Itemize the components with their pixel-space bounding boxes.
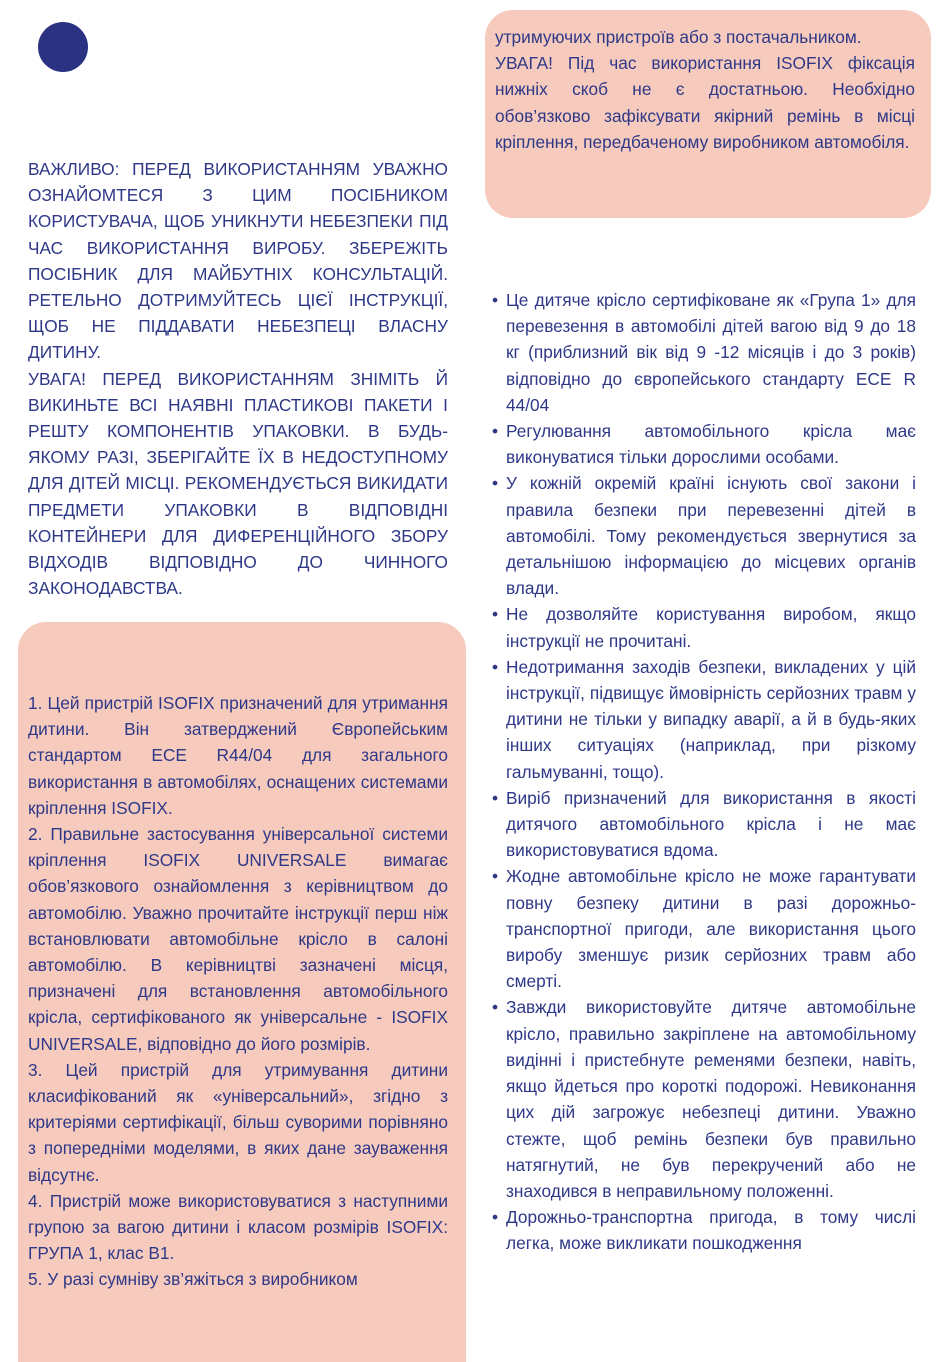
safety-bullet-list	[492, 287, 916, 1257]
numbered-item: 2. Правильне застосування універсальної системи кріплення ISOFIX UNIVERSALE вимагає обов’язкового ознайомлення з керівництвом до автомобілю. Уважно прочитайте інструкції перш ніж встановлювати автомобільне крісло в салоні автомобілю. В керівництві зазначені місця, призначені для встановлення автомобільного крісла, сертифікованого як універсальне - ISOFIX UNIVERSALE, відповідно до його розмірів.	[28, 824, 448, 1054]
list-item: • Недотримання заходів безпеки, викладених у цій інструкції, підвищує ймовірність серйозних травм у дитини не тільки у випадку аварії, а й в будь-яких інших ситуаціях (наприклад, при різкому гальмуванні, тощо).	[492, 654, 916, 785]
list-item: • Жодне автомобільне крісло не може гарантувати повну безпеку дитини в разі дорожньо-транспортної пригоди, але використання цього виробу зменшує ризик серйозних травм або смерті.	[492, 863, 916, 994]
bullet-icon: •	[492, 1207, 499, 1228]
bullet-icon: •	[492, 604, 499, 625]
list-item: • Це дитяче крісло сертифіковане як «Група 1» для перевезення в автомобілі дітей вагою від 9 до 18 кг (приблизний вік від 9 -12 місяців і до 3 років) відповідно до європейського стандарту ECE R 44/04	[492, 287, 916, 418]
list-item: • Виріб призначений для використання в якості дитячого автомобільного крісла і не має використовуватися вдома.	[492, 785, 916, 864]
isofix-warning: УВАГА! Під час використання ISOFIX фіксація нижніх скоб не є достатньою. Необхідно обов’язково зафіксувати якірний ремінь в місці кріплення, передбаченому виробником автомобіля.	[495, 53, 915, 152]
numbered-item: 1. Цей пристрій ISOFIX призначений для утримання дитини. Він затверджений Європейським стандартом ECE R44/04 для загального використання в автомобілях, оснащених системами кріплення ISOFIX.	[28, 693, 448, 818]
note-continuation: утримуючих пристроїв або з постачальником.	[495, 27, 862, 47]
numbered-item: 5. У разі сумніву зв’яжіться з виробником	[28, 1269, 358, 1290]
numbered-info-text	[28, 690, 448, 1293]
bullet-icon: •	[492, 656, 499, 677]
packaging-warning: УВАГА! ПЕРЕД ВИКОРИСТАННЯМ ЗНІМІТЬ Й ВИКИНЬТЕ ВСІ НАЯВНІ ПЛАСТИКОВІ ПАКЕТИ І РЕШТУ КОМПОНЕНТІВ УПАКОВКИ. В БУДЬ-ЯКОМУ РАЗІ, ЗБЕРІГАЙТЕ ЇХ В НЕДОСТУПНОМУ ДЛЯ ДІТЕЙ МІСЦІ. РЕКОМЕНДУЄТЬСЯ ВИКИДАТИ ПРЕДМЕТИ УПАКОВКИ В ВІДПОВІДНІ КОНТЕЙНЕРИ ДЛЯ ДИФЕРЕНЦІЙНОГО ЗБОРУ ВІДХОДІВ ВІДПОВІДНО ДО ЧИННОГО ЗАКОНОДАВСТВА.	[28, 368, 448, 599]
bullet-icon: •	[492, 421, 499, 442]
list-item: • Не дозволяйте користування виробом, якщо інструкції не прочитані.	[492, 601, 916, 653]
bullet-icon: •	[492, 787, 499, 808]
list-item: • Завжди використовуйте дитяче автомобільне крісло, правильно закріплене на автомобільному видінні і пристебнуте ременями безпеки, навіть, якщо йдеться про короткі подорожі. Невиконання цих дій загрожує небезпеці дитини. Уважно стежте, щоб ремінь безпеки був правильно натягнутий, не був перекручений або не знаходився в неправильному положенні.	[492, 994, 916, 1204]
numbered-item: 3. Цей пристрій для утримування дитини класифікований як «універсальний», згідно з критеріями сертифікації, більш суворими порівняно з попередніми моделями, в яких дане зауваження відсутнє.	[28, 1059, 448, 1185]
list-item: • Регулювання автомобільного крісла має виконуватися тільки дорослими особами.	[492, 418, 916, 470]
bullet-icon: •	[492, 997, 499, 1018]
top-right-note-text	[495, 24, 915, 155]
bullet-icon: •	[492, 473, 499, 494]
list-item: • Дорожньо-транспортна пригода, в тому числі легка, може викликати пошкодження	[492, 1204, 916, 1256]
numbered-item: 4. Пристрій може використовуватися з наступними групою за вагою дитини і класом розмірів ISOFIX: ГРУПА 1, клас B1.	[28, 1190, 448, 1264]
important-notice	[28, 156, 448, 601]
page-marker-dot	[38, 22, 88, 72]
bullet-icon: •	[492, 290, 499, 310]
important-paragraph: ВАЖЛИВО: ПЕРЕД ВИКОРИСТАННЯМ УВАЖНО ОЗНАЙОМТЕСЯ З ЦИМ ПОСІБНИКОМ КОРИСТУВАЧА, ЩОБ УНИКНУТИ НЕБЕЗПЕКИ ПІД ЧАС ВИКОРИСТАННЯ ВИРОБУ. ЗБЕРЕЖІТЬ ПОСІБНИК ДЛЯ МАЙБУТНІХ КОНСУЛЬТАЦІЙ. РЕТЕЛЬНО ДОТРИМУЙТЕСЬ ЦІЄЇ ІНСТРУКЦІЇ, ЩОБ НЕ ПІДДАВАТИ НЕБЕЗПЕЦІ ВЛАСНУ ДИТИНУ.	[28, 159, 448, 363]
bullet-icon: •	[492, 866, 499, 887]
list-item: • У кожній окремій країні існують свої закони і правила безпеки при перевезенні дітей в автомобілі. Тому рекомендується звернутися за детальнішою інформацією до місцевих органів влади.	[492, 470, 916, 601]
